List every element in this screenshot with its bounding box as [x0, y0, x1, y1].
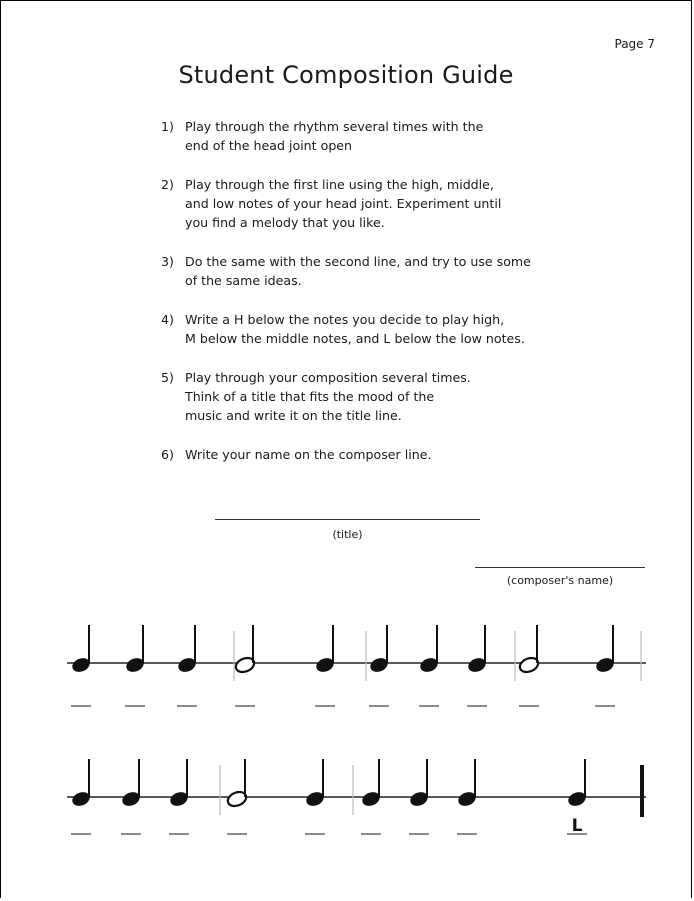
title-write-line[interactable]	[215, 519, 480, 520]
quarter-note-head	[418, 656, 440, 675]
step-text-line: of the same ideas.	[185, 273, 302, 288]
quarter-note-head	[168, 790, 190, 809]
step-number: 6)	[161, 447, 174, 462]
page-title: Student Composition Guide	[178, 61, 514, 89]
quarter-note-head	[456, 790, 478, 809]
step-text-line: Think of a title that fits the mood of the	[185, 389, 435, 404]
step-text-line: music and write it on the title line.	[185, 408, 402, 423]
quarter-note-head	[70, 656, 92, 675]
instruction-step	[161, 252, 591, 290]
instruction-step	[161, 445, 591, 464]
instruction-step	[161, 368, 591, 425]
step-text-line: Do the same with the second line, and try to use some	[185, 254, 531, 269]
quarter-note-head	[314, 656, 336, 675]
quarter-note-head	[120, 790, 142, 809]
step-text-line: end of the head joint open	[185, 138, 353, 153]
page-number: Page 7	[614, 37, 655, 51]
quarter-note-head	[176, 656, 198, 675]
instruction-step	[161, 175, 591, 232]
step-text-line: Write your name on the composer line.	[185, 447, 432, 462]
quarter-note-head	[124, 656, 146, 675]
step-number: 3)	[161, 254, 174, 269]
note-pitch-label: L	[571, 816, 583, 836]
quarter-note-head	[466, 656, 488, 675]
step-number: 1)	[161, 119, 174, 134]
half-note-head	[226, 789, 248, 808]
step-text-line: Play through the rhythm several times with the	[185, 119, 484, 134]
step-number: 2)	[161, 177, 174, 192]
half-note-head	[518, 655, 540, 674]
quarter-note-head	[368, 656, 390, 675]
step-number: 5)	[161, 370, 174, 385]
instruction-list	[161, 117, 591, 484]
quarter-note-head	[594, 656, 616, 675]
step-number: 4)	[161, 312, 174, 327]
step-text-line: Write a H below the notes you decide to play high,	[185, 312, 505, 327]
step-text-line: Play through your composition several times.	[185, 370, 471, 385]
half-note-head	[234, 655, 256, 674]
step-text-line: you find a melody that you like.	[185, 215, 385, 230]
quarter-note-head	[566, 790, 588, 809]
quarter-note-head	[304, 790, 326, 809]
step-text-line: Play through the first line using the high, middle,	[185, 177, 494, 192]
title-caption: (title)	[332, 528, 363, 541]
step-text-line: M below the middle notes, and L below the low notes.	[185, 331, 525, 346]
composer-write-line[interactable]	[475, 567, 645, 568]
instruction-step	[161, 310, 591, 348]
quarter-note-head	[408, 790, 430, 809]
instruction-step	[161, 117, 591, 155]
composer-caption: (composer's name)	[506, 574, 614, 587]
quarter-note-head	[360, 790, 382, 809]
step-text-line: and low notes of your head joint. Experiment until	[185, 196, 502, 211]
quarter-note-head	[70, 790, 92, 809]
